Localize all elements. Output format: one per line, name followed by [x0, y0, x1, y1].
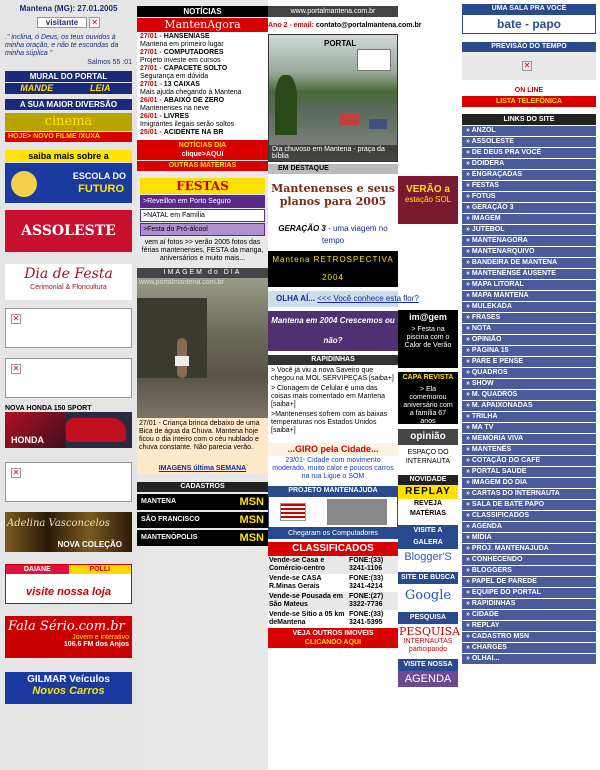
festas-item-label: Festa do Pró-álcool [147, 226, 208, 233]
estacao-label: estação SOL [404, 195, 452, 204]
festas-item-label: NATAL em Família [147, 212, 205, 219]
falaserio-label: Fala Sério.com.br [8, 619, 125, 634]
giro-text: 23/01- Cidade com movimento moderado, muito calor e poucos carros na rua Ligue o SOM [272, 457, 394, 480]
falaserio-radio: 106.6 FM dos Anjos [63, 641, 129, 648]
site-link-item[interactable]: » EQUIPE DO PORTAL [462, 588, 596, 598]
classificado-phone: FONE:(33) 3241-5395 [349, 611, 384, 626]
assoleste-label: ASSOLESTE [21, 223, 116, 239]
portal-label: PORTAL [324, 39, 357, 48]
daiane-polli-banner[interactable] [5, 564, 132, 604]
rapidinha-item[interactable]: > Clonagem de Celular é uma das coisas mais comentado em Mantena [saiba+] [271, 385, 385, 408]
imagem-dia-title: IMAGEM do DIA [137, 268, 268, 278]
site-link-item[interactable]: » CADASTRO MSN [462, 632, 596, 642]
site-link-item[interactable]: » CIDADE [462, 610, 596, 620]
classificados-list [268, 556, 398, 628]
projeto-banner[interactable] [268, 496, 398, 528]
gilmar-banner[interactable] [5, 672, 132, 704]
em2004-banner[interactable]: Mantena em 2004 Crescemos ou não? [268, 311, 398, 351]
site-link-item[interactable]: » PÁGINA 15 [462, 346, 596, 356]
news-headline: COMPUTADORES [163, 49, 224, 56]
news-headline: LIVRES [163, 113, 190, 120]
classificado-phone: FONE:(33) 3241-4214 [349, 575, 384, 590]
caption-text: 27/01 - Criança brinca debaixo de uma Bica de água da Chuva. Mantena hoje ficou o dia inteiro com o céu nublado e chuva constante. Não parecia verão. [139, 420, 260, 451]
classificado-row[interactable] [268, 556, 398, 574]
site-link-item[interactable]: » AGENDA [462, 522, 596, 532]
site-link-item[interactable]: » ANZOL [462, 126, 596, 136]
news-date: 27/01 - [140, 33, 162, 40]
broken-image-icon: ✕ [12, 364, 20, 373]
verao-label: VERÃO a [406, 184, 450, 195]
center-column [268, 0, 422, 770]
right-column [458, 0, 600, 770]
mural-title: MURAL DO PORTAL [5, 71, 132, 82]
site-link-item[interactable]: » MEMÓRIA VIVA [462, 434, 596, 444]
clicando-label: CLICANDO AQUI [304, 639, 362, 646]
visitor-badge: visitante [37, 17, 87, 28]
outras-materias-link[interactable]: OUTRAS MATÉRIAS [137, 161, 268, 171]
site-link-item[interactable]: » PAPEL DE PAREDE [462, 577, 596, 587]
site-link-item[interactable]: » ASSOLESTE [462, 137, 596, 147]
rapidinhas-title: RAPIDINHAS [268, 355, 398, 365]
giro-title[interactable]: ...GIRO pela Cidade... [268, 443, 398, 456]
blogger-link[interactable]: Blogger'S [398, 549, 458, 565]
site-link-item[interactable]: » MULEKADA [462, 302, 596, 312]
news-headline: HANSENÍASE [163, 33, 210, 40]
site-link-item[interactable]: » QUADROS [462, 368, 596, 378]
site-link-item[interactable]: » FESTAS [462, 181, 596, 191]
site-link-item[interactable]: » MAPA LITORAL [462, 280, 596, 290]
destaque-title: EM DESTAQUE [268, 164, 398, 174]
internautas-label: INTERNAUTAS participando [403, 638, 453, 653]
site-link-item[interactable]: » MAPA MANTENA [462, 291, 596, 301]
mantenenses-planos[interactable]: Mantenenses e seus planos para 2005 [271, 182, 395, 208]
site-link-item[interactable]: » M. QUADROS [462, 390, 596, 400]
cadastro-row[interactable] [137, 494, 268, 510]
classificado-row[interactable] [268, 574, 398, 592]
noticias-dia-link[interactable] [137, 140, 268, 160]
visite-loja-label: visite nossa loja [26, 586, 111, 598]
colecao-label: NOVA COLEÇÃO [57, 540, 122, 549]
site-link-item[interactable]: » OPINIÃO [462, 335, 596, 345]
geracao-sub: - uma viagem no tempo [321, 224, 388, 245]
news-item[interactable] [140, 113, 265, 129]
festas-item[interactable]: >Festa do Pró-álcool [140, 223, 265, 236]
capa-text: > Ela comemorou aniversário com a família 67 anos [398, 384, 458, 424]
busca-title: SITE DE BUSCA [398, 572, 458, 584]
cinema-banner[interactable]: cinema [5, 113, 132, 131]
classificado-phone: FONE:(27) 3322-7736 [349, 593, 384, 608]
verao-banner[interactable] [398, 176, 458, 224]
news-headline: ABAIXO DE ZERO [163, 97, 225, 104]
site-link-item[interactable]: » PROJ. MANTENAJUDA [462, 544, 596, 554]
adelina-banner[interactable] [5, 512, 132, 552]
festas-item-label: Reveillon em Porto Seguro [147, 198, 231, 205]
pesquisa-banner[interactable] [398, 624, 461, 655]
veja-imoveis-link[interactable] [268, 628, 398, 648]
site-link-item[interactable]: » COTAÇÃO DO CAFÉ [462, 456, 596, 466]
pesquisa-title: PESQUISA [398, 612, 458, 624]
site-link-item[interactable]: » NOTA [462, 324, 596, 334]
olha-ai-row[interactable] [268, 291, 419, 307]
site-link-item[interactable]: » IMAGEM DO DIA [462, 478, 596, 488]
cerimonial-label: Cerimonial & Floricultura [30, 284, 107, 291]
classificado-phone: FONE:(33) 3241-1106 [349, 557, 384, 572]
left-column [0, 0, 137, 770]
assoleste-banner[interactable] [5, 210, 132, 252]
cadastro-city: MANTENÓPOLIS [141, 534, 198, 541]
msn-link[interactable]: MSN [239, 514, 264, 526]
news-date: 25/01 - [140, 129, 162, 136]
imagem-dia-photo[interactable] [137, 278, 268, 418]
honda-banner[interactable] [5, 412, 132, 448]
flor-link[interactable]: <<< Você conhece esta flor? [317, 294, 419, 303]
clique-label: clique>AQUI [181, 151, 224, 158]
festas-text: vem aí fotos >> verão 2005 fotos das férias mantenenses, FESTA da manga, aniversários e muito mais... [141, 239, 264, 262]
site-link-item[interactable]: » MANTENENSE AUSENTE [462, 269, 596, 279]
news-headline: ACIDENTE NA BR [163, 129, 224, 136]
site-link-item[interactable]: » REPLAY [462, 621, 596, 631]
news-date: 27/01 - [140, 65, 162, 72]
cadastros-list [137, 494, 268, 546]
honda-title: NOVA HONDA 150 SPORT [5, 405, 92, 412]
galera-title: VISITE A GALERA [398, 525, 458, 549]
classificado-text: Vende-se Sítio a 05 km deMantena [269, 611, 345, 626]
festas-title[interactable]: FESTAS [140, 178, 265, 194]
broken-image-icon: ✕ [523, 61, 531, 70]
imgem-text: > Festa na piscina com o Calor de Verão [398, 324, 458, 368]
cadastro-row[interactable] [137, 512, 268, 528]
capa-title[interactable]: CAPA REVISTA [398, 372, 458, 384]
email-link[interactable]: contato@portalmantena.com.br [315, 22, 422, 29]
news-item[interactable] [140, 65, 265, 81]
news-date: 27/01 - [140, 81, 162, 88]
opiniao-title[interactable]: opinião [398, 429, 458, 445]
site-link-item[interactable]: » ENGRAÇADAS [462, 170, 596, 180]
falaserio-sub: Jovem e interativo [72, 634, 129, 641]
site-link-item[interactable]: » TRILHA [462, 412, 596, 422]
site-link-item[interactable]: » CARTAS DO INTERNAUTA [462, 489, 596, 499]
middle-left-column [137, 0, 268, 770]
close-icon: ✕ [89, 17, 100, 28]
site-link-item[interactable]: » MANTENARQUIVO [462, 247, 596, 257]
chegaram-text: Chegaram os Computadores [268, 528, 398, 539]
diversao-title: A SUA MAIOR DIVERSÃO [5, 99, 132, 110]
cadastros-title: CADASTROS [137, 482, 268, 492]
site-link-item[interactable]: » RAPIDINHAS [462, 599, 596, 609]
site-link-item[interactable]: » MA TV [462, 423, 596, 433]
news-item[interactable] [140, 129, 265, 137]
site-link-item[interactable]: » IMAGEM [462, 214, 596, 224]
site-link-item[interactable]: » MANTENÊS [462, 445, 596, 455]
reveja-link[interactable]: REVEJA MATÉRIAS [398, 499, 458, 519]
honda-label: HONDA [11, 435, 44, 445]
site-link-item[interactable]: » OLHAI... [462, 654, 596, 664]
broken-image-icon: ✕ [12, 468, 20, 477]
cadastro-row[interactable] [137, 530, 268, 546]
previsao-title: PREVISÃO DO TEMPO [462, 42, 596, 52]
msn-link[interactable]: MSN [239, 532, 264, 544]
classificado-row[interactable] [268, 610, 398, 628]
site-link-item[interactable]: » MÍDIA [462, 533, 596, 543]
news-headline: CAPACETE SOLTO [163, 65, 228, 72]
espaco-text: ESPAÇO DO INTERNAUTA [405, 449, 451, 465]
links-list [462, 126, 596, 664]
news-item[interactable] [140, 33, 265, 49]
site-link-item[interactable]: » PORTAL SAÚDE [462, 467, 596, 477]
computers-image [327, 499, 387, 525]
previsao-image [462, 52, 596, 80]
news-summary: Imigrantes ilegais serão soltos [140, 121, 235, 128]
verse-reference: Salmos 55 :01 [87, 59, 132, 66]
news-summary: Mantenenses na neve [140, 105, 209, 112]
site-link-item[interactable]: » BLOGGERS [462, 566, 596, 576]
festas-item[interactable]: >Reveillon em Porto Seguro [140, 195, 265, 208]
saiba-mais-banner[interactable]: saiba mais sobre a [5, 150, 132, 162]
portal-photo[interactable] [268, 34, 398, 162]
msn-link[interactable]: MSN [239, 496, 264, 508]
imagens-semana-link[interactable]: IMAGENS última SEMANA [137, 464, 268, 474]
mande-link[interactable]: MANDE [20, 83, 54, 93]
site-link-item[interactable]: » BANDEIRA DE MANTENA [462, 258, 596, 268]
site-link-item[interactable]: » CLASSIFICADOS [462, 511, 596, 521]
cadastro-city: MANTENA [141, 498, 176, 505]
dia-festa-label: Dia de Festa [24, 266, 113, 282]
polli-label: POLLI [69, 565, 132, 574]
classificado-text: Vende-se Casa e Comércio-centro [269, 557, 326, 572]
site-link-item[interactable]: » CONHECENDO [462, 555, 596, 565]
projeto-title: PROJETO MANTENAJUDA [268, 486, 398, 496]
geracao-label: GERAÇÃO 3 [278, 224, 326, 233]
site-link-item[interactable]: » SALA DE BATE PAPO [462, 500, 596, 510]
visite-agenda-title: VISITE NOSSA [398, 659, 458, 671]
noticias-dia-label: NOTÍCIAS DIA [178, 142, 227, 149]
news-date: 26/01 - [140, 113, 162, 120]
festas-list [140, 195, 265, 236]
ano-label: Ano 2 - email: [268, 22, 314, 29]
news-list [137, 32, 268, 140]
middle-right-column [398, 0, 461, 770]
google-link[interactable]: Google [398, 584, 458, 608]
links-title: LINKS DO SITE [462, 114, 596, 125]
replay-banner[interactable]: REPLAY [398, 485, 458, 499]
rapidinha-item[interactable]: >Mantenenses sofrem com as baixas temperaturas nos Estados Unidos [saiba+] [271, 411, 388, 434]
site-link-item[interactable]: » FRASES [462, 313, 596, 323]
geracao-link[interactable] [268, 223, 398, 247]
futuro-label: FUTURO [78, 183, 124, 195]
broken-image-icon: ✕ [12, 314, 20, 323]
broken-image-3 [5, 462, 132, 502]
daiane-label: DAIANE [6, 565, 69, 574]
hoje-link[interactable]: HOJE> NOVO FILME /XUXA [5, 132, 132, 142]
classificado-text: Vende-se Pousada em São Mateus [269, 593, 343, 608]
site-link-item[interactable]: » FOTUS [462, 192, 596, 202]
adelina-label: Adelina Vasconcelos [7, 518, 110, 529]
broken-image-1 [5, 308, 132, 348]
news-summary: Segurança em dúvida [140, 73, 209, 80]
flag-icon [280, 503, 306, 521]
site-link-item[interactable]: » MANTENAGORA [462, 236, 596, 246]
imgem-title[interactable]: im@gem [398, 310, 458, 324]
bible-verse: ." inclina, ó Deus, os teus ouvidos à minha oração, e não te escondas da minha súplica " [5, 34, 119, 57]
novidade-title: NOVIDADE [398, 475, 458, 485]
batepapo-link[interactable]: bate - papo [462, 14, 596, 34]
site-link-item[interactable]: » M. APAIXONADAS [462, 401, 596, 411]
site-link-item[interactable]: » CHARGES [462, 643, 596, 653]
cadastro-city: SÃO FRANCISCO [141, 516, 200, 523]
news-date: 27/01 - [140, 49, 162, 56]
news-summary: Projeto investe em cursos [140, 57, 221, 64]
site-link-item[interactable]: » DE DEUS PRA VOCÊ [462, 148, 596, 158]
imagem-dia-caption [137, 418, 268, 464]
escola-label: ESCOLA DO [72, 171, 126, 181]
broken-image-2 [5, 358, 132, 398]
news-item[interactable] [140, 97, 265, 113]
news-headline: 13 CAIXAS [163, 81, 200, 88]
agenda-link[interactable]: AGENDA [398, 671, 458, 687]
news-summary: Mais ajuda chegando à Mantena [140, 89, 242, 96]
site-link-item[interactable]: » PARE E PENSE [462, 357, 596, 367]
classificado-row[interactable] [268, 592, 398, 610]
site-url: www.portalmantena.com.br [268, 6, 398, 17]
dia-de-festa-banner[interactable] [5, 264, 132, 300]
news-summary: Mantena em primeiro lugar [140, 41, 224, 48]
sala-title: UMA SALA PRA VOCÊ [462, 4, 596, 14]
classificados-title[interactable]: CLASSIFICADOS [268, 542, 398, 556]
noticias-title: NOTÍCIAS [137, 6, 268, 17]
site-link-item[interactable]: » SHOW [462, 379, 596, 389]
date-label: Mantena (MG): 27.01.2005 [19, 4, 118, 13]
classificado-text: Vende-se CASA R.Minas Gerais [269, 575, 322, 590]
veja-label: VEJA OUTROS IMOVEIS [292, 630, 374, 637]
leia-link[interactable]: LEIA [89, 83, 111, 93]
news-item[interactable] [140, 81, 265, 97]
site-link-item[interactable]: » DOIDERA [462, 159, 596, 169]
olha-label: OLHA AÍ... [276, 294, 315, 303]
photo-watermark: www.portalmantena.com.br [139, 279, 224, 286]
photo-caption: Dia chuvoso em Mantena - praça da bíblia [269, 145, 397, 161]
mantenagora-title[interactable]: MantenAgora [137, 18, 268, 32]
rapidinha-item[interactable]: > Você já viu a nova Saveiro que chegou na MOL SERVIPEÇAS [saiba+] [271, 367, 394, 382]
site-link-item[interactable]: » GERAÇÃO 3 [462, 203, 596, 213]
rapidinhas-list [268, 365, 398, 439]
pesquisa-label: PESQUISA [399, 625, 461, 638]
gilmar-label: GILMAR Veículos [27, 674, 110, 685]
news-date: 26/01 - [140, 97, 162, 104]
falaserio-banner[interactable] [5, 616, 132, 658]
escola-futuro-banner[interactable] [5, 163, 132, 203]
online-title: ON LINE [514, 87, 544, 94]
festas-item[interactable]: >NATAL em Família [140, 209, 265, 222]
lista-telefonica-link[interactable]: LISTA TELEFÔNICA [462, 96, 596, 107]
novos-carros-label: Novos Carros [32, 685, 105, 697]
site-link-item[interactable]: » JUTEBOL [462, 225, 596, 235]
news-item[interactable] [140, 49, 265, 65]
retrospectiva-banner[interactable]: Mantena RETROSPECTIVA 2004 [268, 251, 398, 287]
